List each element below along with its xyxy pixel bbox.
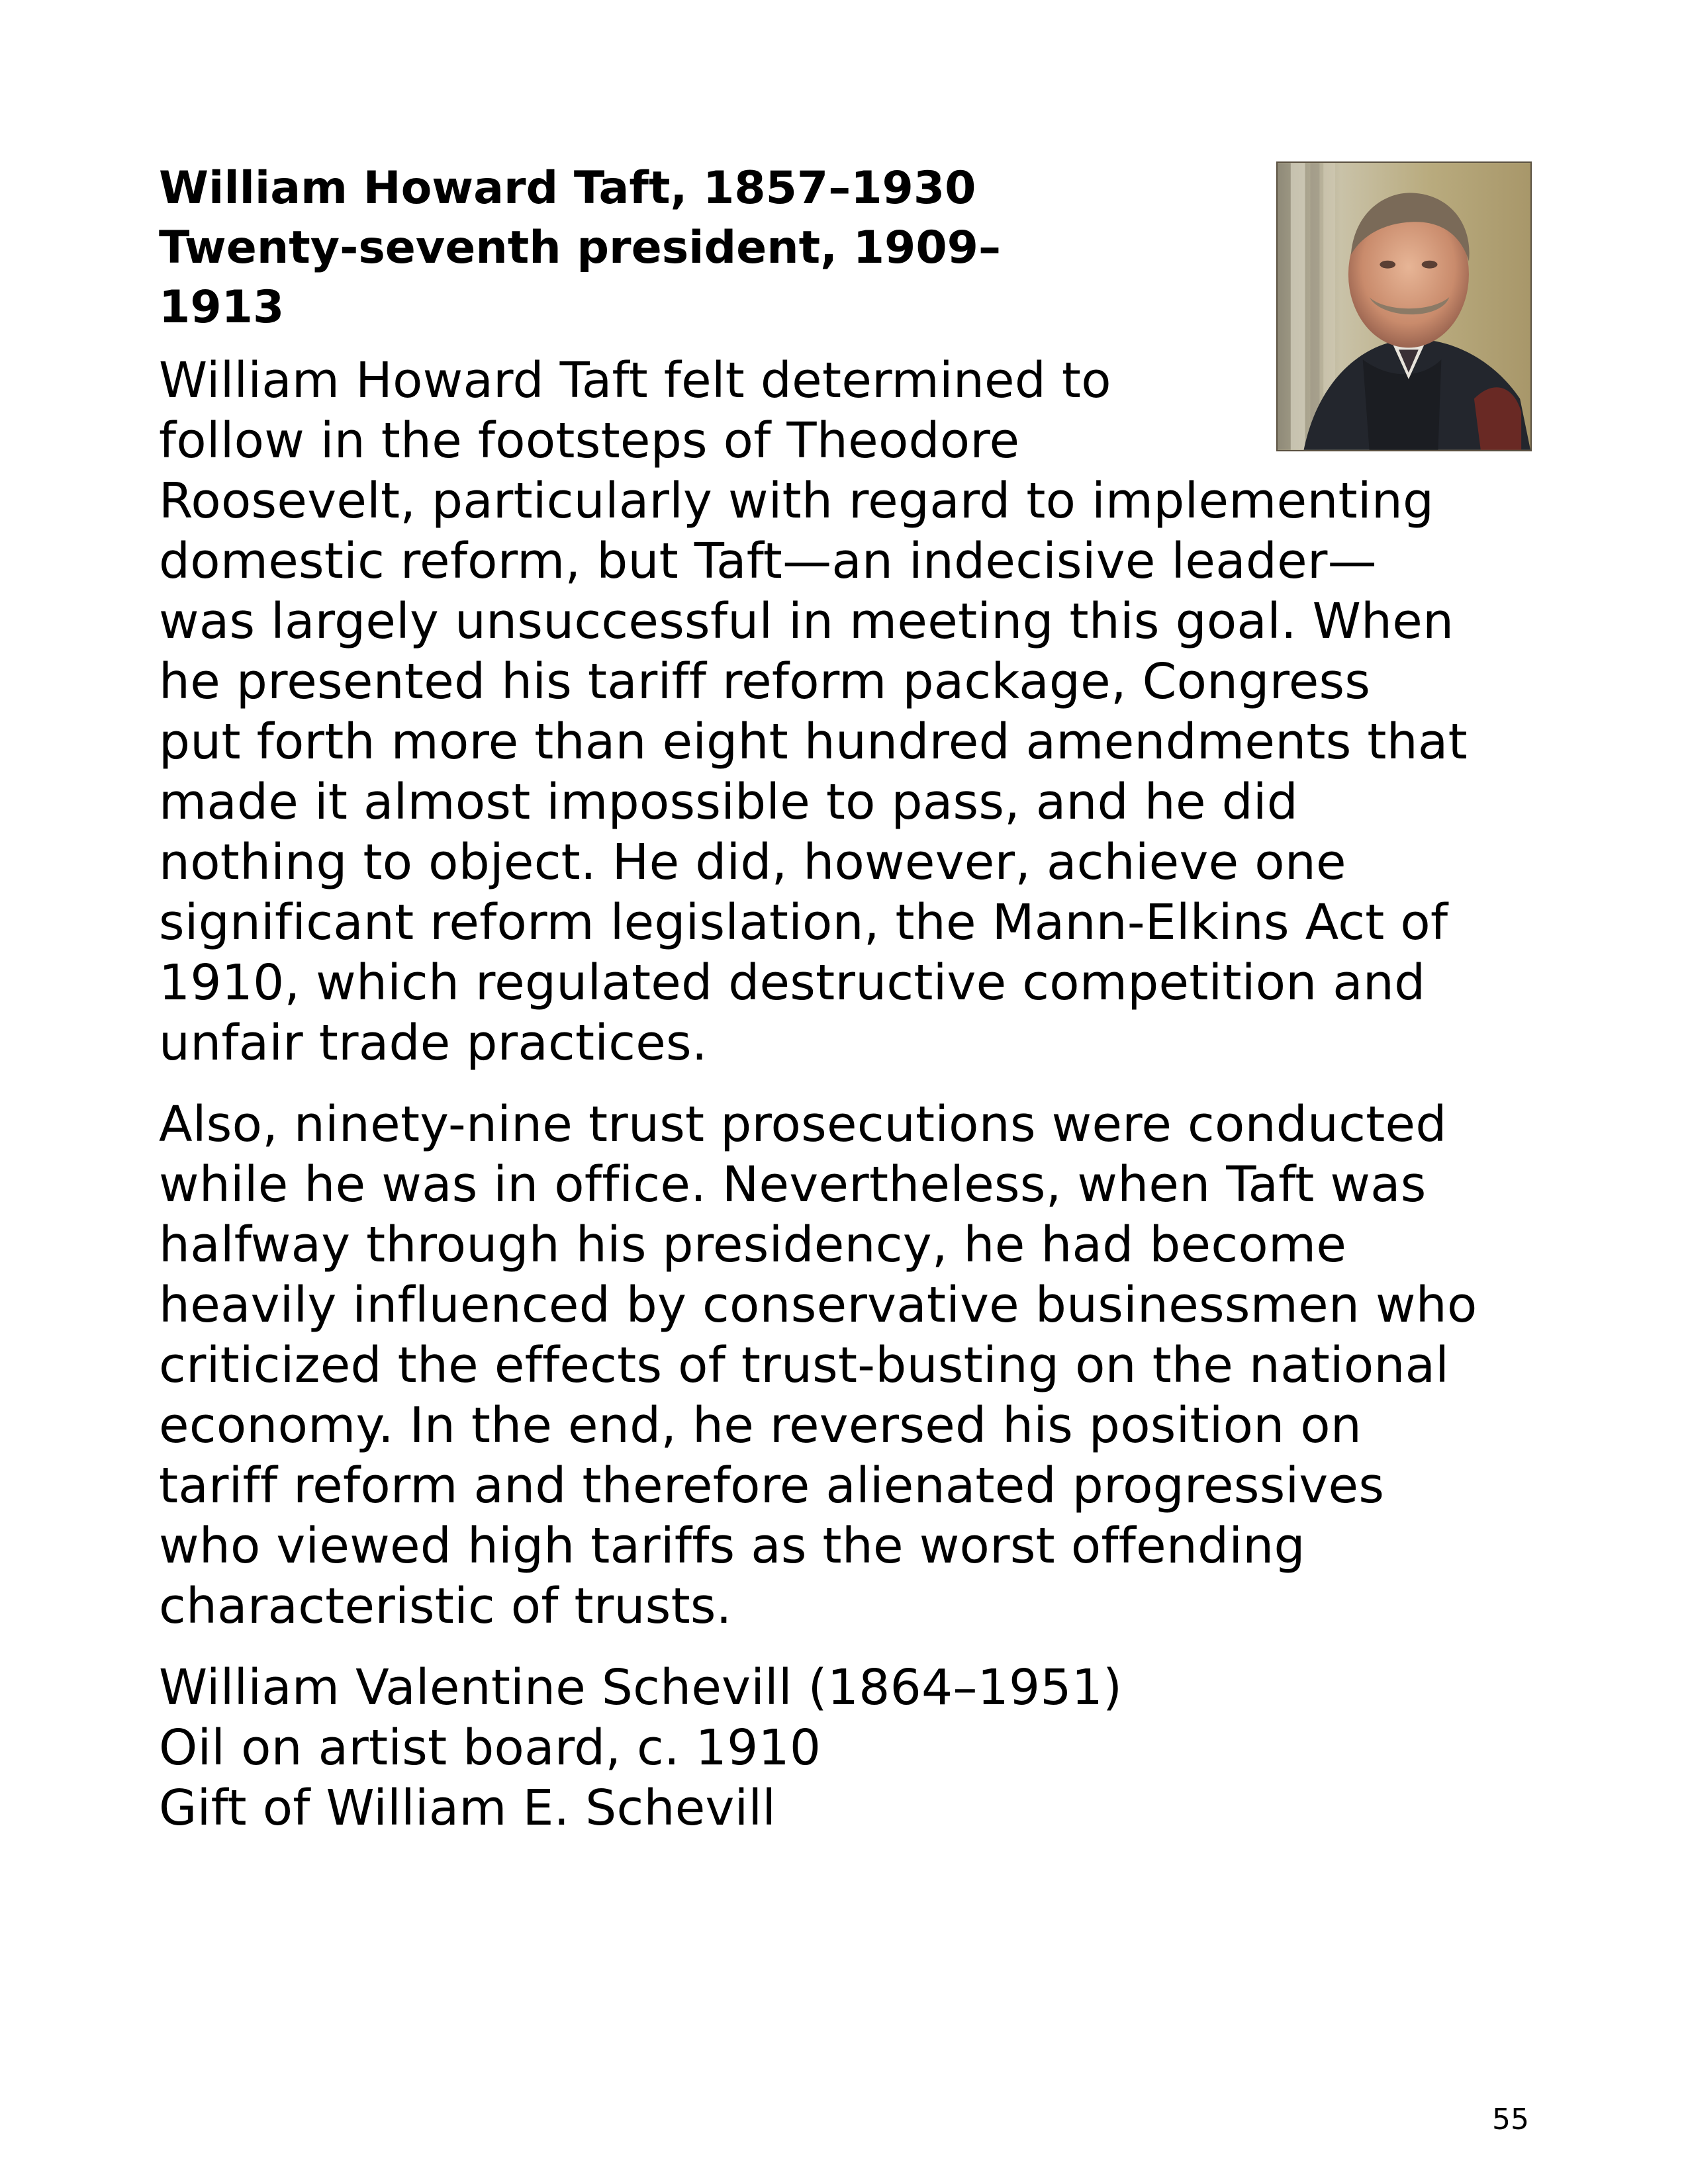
paragraph-line: follow in the footsteps of Theodore — [159, 412, 1020, 469]
title-name-line: William Howard Taft, 1857–1930 — [159, 162, 976, 214]
paragraph-line: Also, ninety-nine trust prosecutions were conducted — [159, 1096, 1447, 1153]
paragraph-line: criticized the effects of trust-busting on the national — [159, 1337, 1450, 1394]
page-content — [159, 159, 1536, 1839]
artwork-credits — [159, 1658, 1536, 1839]
paragraph-line: significant reform legislation, the Mann-Elkins Act of — [159, 894, 1448, 951]
paragraph-line: made it almost impossible to pass, and he did — [159, 774, 1299, 831]
credit-gift: Gift of William E. Schevill — [159, 1780, 776, 1837]
biography-paragraph-1 — [159, 351, 1536, 1073]
paragraph-line: nothing to object. He did, however, achieve one — [159, 834, 1346, 891]
paragraph-line: unfair trade practices. — [159, 1015, 708, 1071]
paragraph-line: economy. In the end, he reversed his position on — [159, 1397, 1362, 1454]
paragraph-line: Roosevelt, particularly with regard to implementing — [159, 473, 1434, 529]
paragraph-line: 1910, which regulated destructive competition and — [159, 954, 1426, 1011]
paragraph-line: put forth more than eight hundred amendments that — [159, 713, 1468, 770]
paragraph-line: domestic reform, but Taft—an indecisive leader— — [159, 533, 1377, 590]
page-title — [159, 159, 1258, 338]
title-office-line-continued: 1913 — [159, 281, 285, 334]
paragraph-line: he presented his tariff reform package, Congress — [159, 653, 1371, 710]
paragraph-line: who viewed high tariffs as the worst offending — [159, 1518, 1305, 1574]
paragraph-line: William Howard Taft felt determined to — [159, 352, 1111, 409]
paragraph-line: halfway through his presidency, he had become — [159, 1216, 1347, 1273]
credit-artist: William Valentine Schevill (1864–1951) — [159, 1659, 1123, 1716]
paragraph-line: was largely unsuccessful in meeting this goal. When — [159, 593, 1454, 650]
page-number: 55 — [1492, 2103, 1529, 2136]
biography-paragraph-2 — [159, 1095, 1536, 1637]
credit-medium: Oil on artist board, c. 1910 — [159, 1719, 821, 1776]
paragraph-line: heavily influenced by conservative businessmen who — [159, 1277, 1477, 1334]
title-office-line: Twenty-seventh president, 1909– — [159, 222, 1001, 274]
paragraph-line: characteristic of trusts. — [159, 1578, 732, 1635]
paragraph-line: while he was in office. Nevertheless, when Taft was — [159, 1156, 1427, 1213]
paragraph-line: tariff reform and therefore alienated progressives — [159, 1457, 1385, 1514]
